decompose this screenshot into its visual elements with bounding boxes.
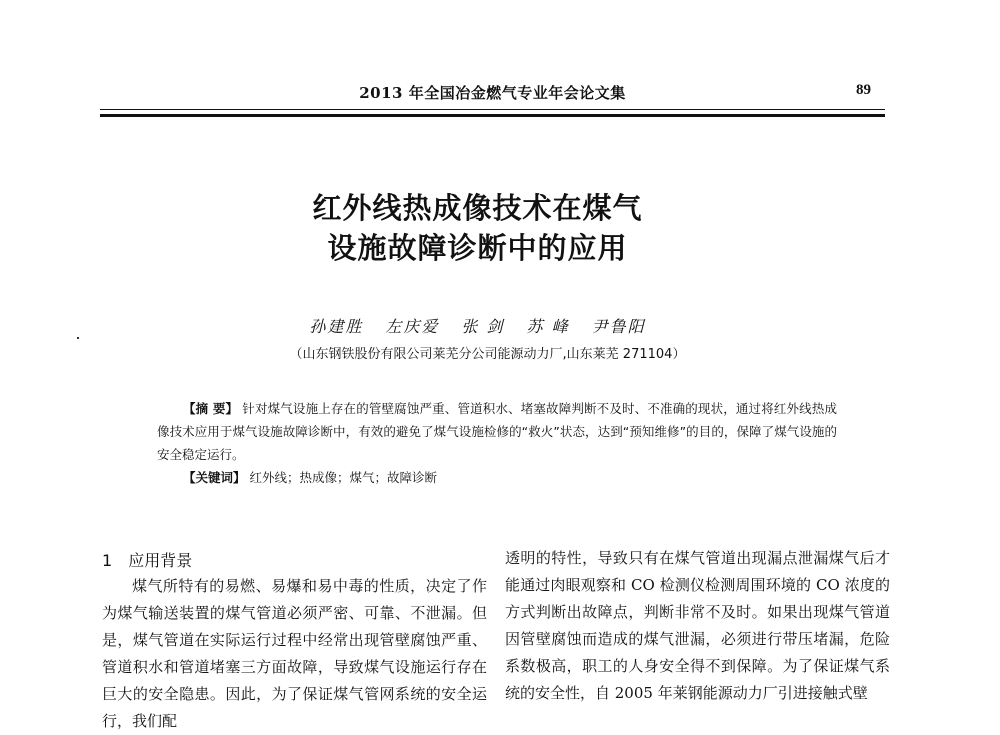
author-list: [270, 314, 685, 337]
title-line-2: 设施故障诊断中的应用: [327, 231, 628, 265]
body-paragraph-right: 透明的特性，导致只有在煤气管道出现漏点泄漏煤气后才能通过肉眼观察和 CO 检测仪检测周围环境的 CO 浓度的方式判断出故障点，判断非常不及时。如果出现煤气管道因管壁腐蚀而造成的煤气泄漏，必须进行带压堵漏，危险系数极高，职工的人身安全得不到保障。为了保证煤气系统的安全性，自 2005 年莱钢能源动力厂引进接触式壁: [505, 549, 890, 702]
abstract-label: 【摘 要】: [183, 401, 239, 416]
affiliation: （山东钢铁股份有限公司莱芜分公司能源动力厂,山东莱芜 271104）: [289, 347, 686, 362]
running-header: [100, 80, 885, 106]
page-number: 89: [856, 82, 871, 98]
left-column: [102, 545, 487, 735]
keywords-label: 【关键词】: [183, 470, 246, 485]
title-line-1: 红外线热成像技术在煤气: [312, 191, 643, 225]
scan-speck: [77, 337, 79, 339]
header-rule-thick: [100, 114, 885, 117]
header-rule-thin: [100, 109, 885, 110]
keywords-text: 红外线；热成像；煤气；故障诊断: [249, 470, 438, 485]
author: 张 剑: [461, 317, 505, 336]
abstract-block: [157, 397, 837, 489]
author: 尹鲁阳: [591, 317, 646, 336]
author: 苏 峰: [526, 317, 570, 336]
paper-title: [180, 188, 775, 268]
author: 左庆爱: [385, 317, 440, 336]
body-paragraph-left: 煤气所特有的易燃、易爆和易中毒的性质，决定了作为煤气输送装置的煤气管道必须严密、可靠、不泄漏。但是，煤气管道在实际运行过程中经常出现管壁腐蚀严重、管道积水和管道堵塞三方面故障，导致煤气设施运行存在巨大的安全隐患。因此，为了保证煤气管网系统的安全运行，我们配: [102, 577, 487, 730]
abstract-paragraph: [157, 397, 837, 466]
abstract-text: 针对煤气设施上存在的管壁腐蚀严重、管道积水、堵塞故障判断不及时、不准确的现状，通过将红外线热成像技术应用于煤气设施故障诊断中，有效的避免了煤气设施检修的“救火”状态，达到“预知维修”的目的，保障了煤气设施的安全稳定运行。: [157, 401, 837, 462]
section-number: 1: [102, 551, 113, 570]
right-column: [505, 545, 890, 707]
section-heading: [102, 549, 487, 573]
author: 孙建胜: [309, 317, 364, 336]
running-title: 2013 年全国冶金燃气专业年会论文集: [359, 84, 626, 102]
keywords-line: [157, 466, 837, 489]
section-title: 应用背景: [128, 551, 193, 570]
